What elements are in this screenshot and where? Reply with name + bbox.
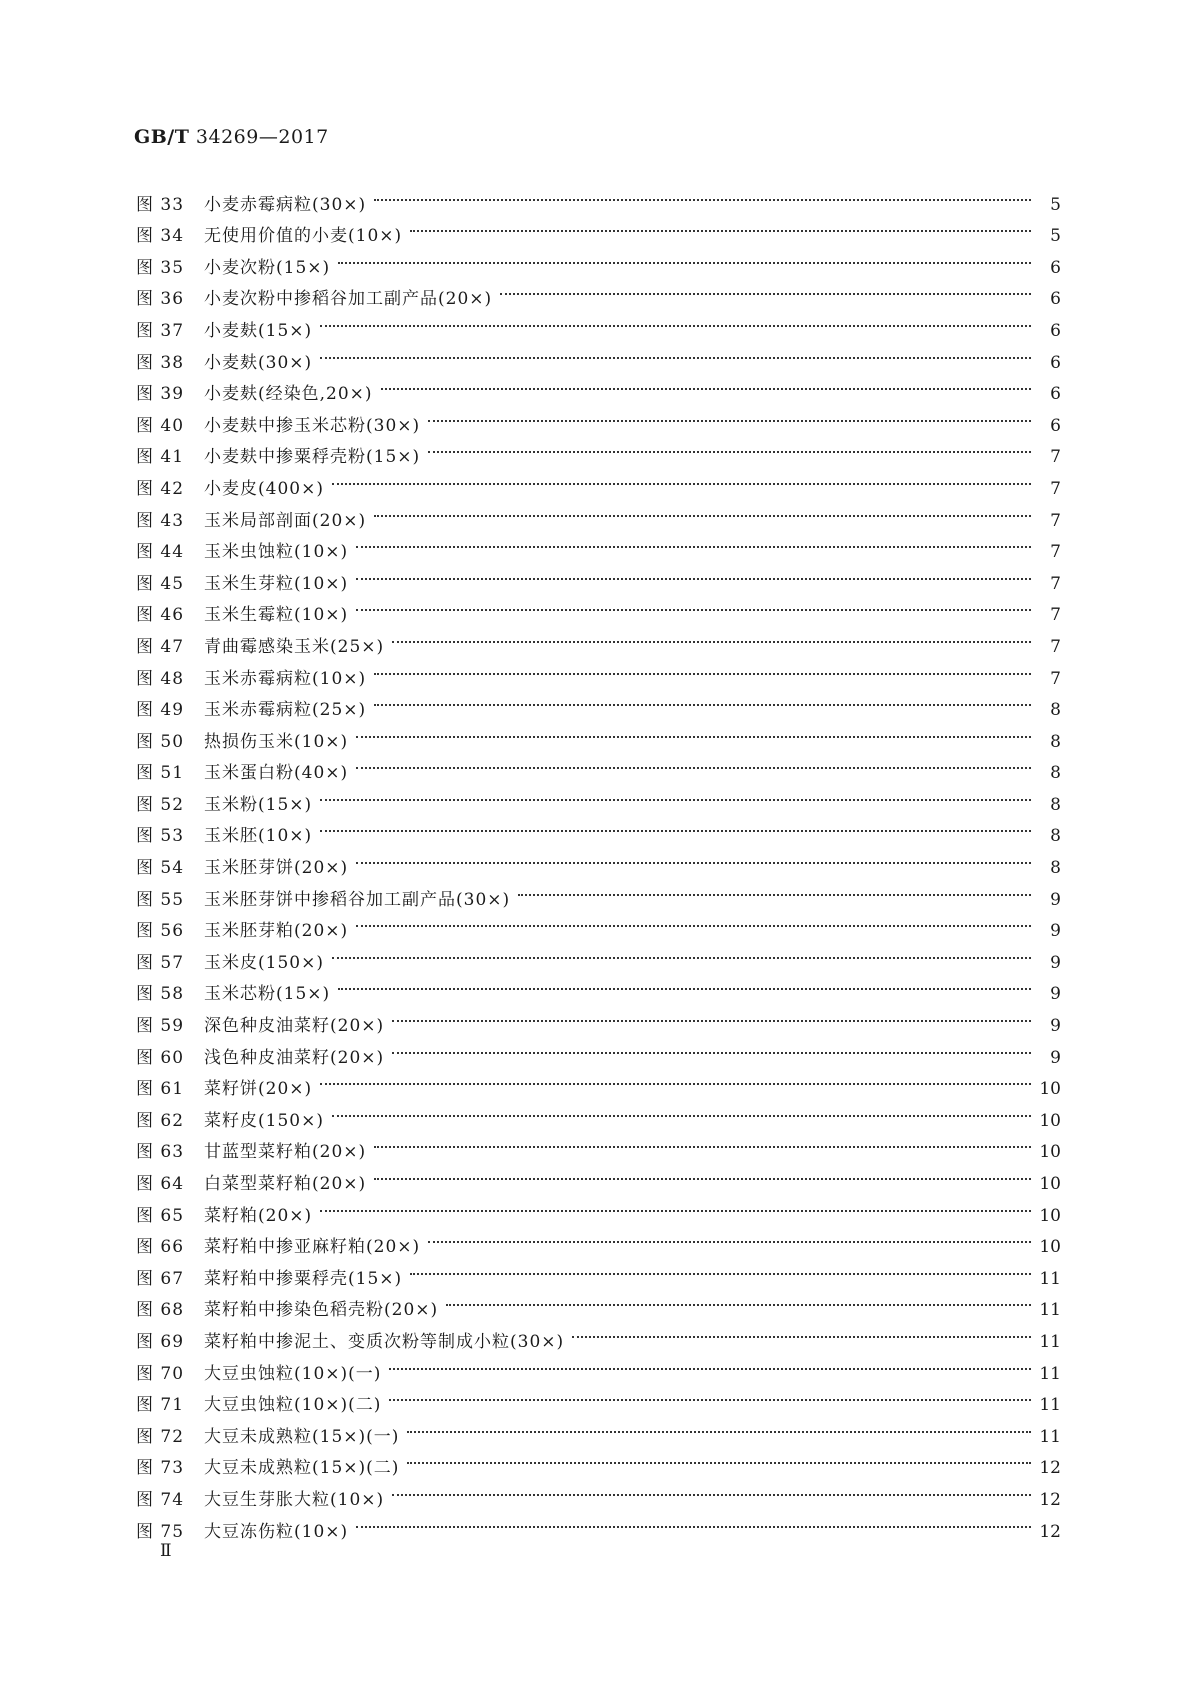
figure-number: 图 41 [136, 447, 185, 468]
figure-page-number: 7 [1050, 668, 1061, 689]
figure-page-number: 9 [1050, 921, 1061, 942]
figure-number: 图 57 [136, 952, 185, 973]
figure-title: 大豆未成熟粒(15×)(二) [204, 1458, 400, 1479]
figure-number: 图 53 [136, 826, 185, 847]
figure-number: 图 44 [136, 542, 185, 563]
figure-page-number: 10 [1039, 1079, 1061, 1100]
standard-code [134, 126, 329, 148]
figure-number: 图 72 [136, 1426, 185, 1447]
figure-title: 菜籽饼(20×) [204, 1079, 313, 1100]
figure-title: 无使用价值的小麦(10×) [204, 226, 403, 247]
figure-number: 图 51 [136, 763, 185, 784]
figure-page-number: 10 [1039, 1237, 1061, 1258]
figure-number: 图 67 [136, 1268, 185, 1289]
dot-leader [356, 715, 1031, 747]
figure-number: 图 35 [136, 257, 185, 278]
figure-title: 玉米粉(15×) [204, 794, 313, 815]
figure-number: 图 58 [136, 984, 185, 1005]
figure-page-number: 9 [1050, 984, 1061, 1005]
dot-leader [446, 1284, 1031, 1316]
figure-title: 玉米胚芽饼(20×) [204, 858, 349, 879]
figure-page-number: 6 [1050, 320, 1061, 341]
figure-number: 图 46 [136, 605, 185, 626]
dot-leader [389, 1379, 1031, 1411]
figure-page-number: 6 [1050, 289, 1061, 310]
figure-title: 玉米虫蚀粒(10×) [204, 542, 349, 563]
figure-title: 甘蓝型菜籽粕(20×) [204, 1142, 367, 1163]
figure-page-number: 5 [1050, 194, 1061, 215]
dot-leader [320, 810, 1031, 842]
figure-title: 菜籽粕中掺亚麻籽粕(20×) [204, 1237, 421, 1258]
figure-title: 菜籽粕中掺泥土、变质次粉等制成小粒(30×) [204, 1331, 565, 1352]
figure-number: 图 60 [136, 1047, 185, 1068]
figure-title: 小麦麸(30×) [204, 352, 313, 373]
figure-number: 图 45 [136, 573, 185, 594]
figure-title: 玉米赤霉病粒(10×) [204, 668, 367, 689]
dot-leader [320, 336, 1031, 368]
figure-title: 大豆虫蚀粒(10×)(一) [204, 1363, 382, 1384]
figure-page-number: 10 [1039, 1142, 1061, 1163]
figure-number: 图 52 [136, 794, 185, 815]
figure-number: 图 37 [136, 320, 185, 341]
figure-page-number: 5 [1050, 226, 1061, 247]
figure-page-number: 7 [1050, 573, 1061, 594]
figure-title: 玉米胚芽粕(20×) [204, 921, 349, 942]
figure-number: 图 73 [136, 1458, 185, 1479]
dot-leader [356, 557, 1031, 589]
figure-title: 浅色种皮油菜籽(20×) [204, 1047, 385, 1068]
figure-list-entry[interactable] [136, 178, 1061, 215]
dot-leader [392, 1473, 1031, 1505]
figure-number: 图 56 [136, 921, 185, 942]
figure-title: 深色种皮油菜籽(20×) [204, 1016, 385, 1037]
figure-title: 玉米生霉粒(10×) [204, 605, 349, 626]
figure-title: 玉米胚(10×) [204, 826, 313, 847]
dot-leader [500, 273, 1031, 305]
dot-leader [320, 1189, 1031, 1221]
dot-leader [374, 652, 1031, 684]
figure-number: 图 43 [136, 510, 185, 531]
dot-leader [320, 304, 1031, 336]
dot-leader [320, 1063, 1031, 1095]
dot-leader [389, 1347, 1031, 1379]
figure-page-number: 8 [1050, 858, 1061, 879]
figure-page-number: 11 [1039, 1426, 1061, 1447]
dot-leader [410, 210, 1031, 242]
figure-number: 图 61 [136, 1079, 185, 1100]
dot-leader [428, 399, 1031, 431]
figure-page-number: 11 [1039, 1331, 1061, 1352]
figure-title: 热损伤玉米(10×) [204, 731, 349, 752]
figure-number: 图 42 [136, 478, 185, 499]
figure-title: 白菜型菜籽粕(20×) [204, 1174, 367, 1194]
figure-page-number: 8 [1050, 700, 1061, 721]
figure-number: 图 65 [136, 1205, 185, 1226]
figure-page-number: 9 [1050, 889, 1061, 910]
figure-number: 图 54 [136, 858, 185, 879]
dot-leader [374, 684, 1031, 716]
figure-title: 菜籽皮(150×) [204, 1110, 324, 1131]
figure-number: 图 69 [136, 1331, 185, 1352]
dot-leader [332, 936, 1031, 968]
dot-leader [356, 589, 1031, 621]
standard-prefix: GB/T [134, 126, 190, 148]
figure-page-number: 9 [1050, 1016, 1061, 1037]
figure-number: 图 34 [136, 226, 185, 247]
figure-title: 玉米局部剖面(20×) [204, 510, 367, 531]
figure-page-number: 7 [1050, 605, 1061, 626]
figure-number: 图 71 [136, 1395, 185, 1416]
figure-page-number: 11 [1039, 1363, 1061, 1384]
figure-page-number: 11 [1039, 1268, 1061, 1289]
figure-title: 小麦麸中掺玉米芯粉(30×) [204, 415, 421, 436]
figure-number: 图 62 [136, 1110, 185, 1131]
figure-title: 大豆生芽胀大粒(10×) [204, 1489, 385, 1510]
dot-leader [374, 1157, 1031, 1189]
figure-page-number: 12 [1039, 1458, 1061, 1479]
figure-page-number: 7 [1050, 478, 1061, 499]
figure-title: 玉米芯粉(15×) [204, 984, 331, 1005]
standard-number: 34269—2017 [195, 126, 329, 148]
dot-leader [428, 431, 1031, 463]
figure-title: 大豆虫蚀粒(10×)(二) [204, 1395, 382, 1416]
figure-list [136, 178, 1061, 1542]
figure-page-number: 8 [1050, 794, 1061, 815]
figure-number: 图 66 [136, 1237, 185, 1258]
dot-leader [356, 1505, 1031, 1537]
figure-page-number: 8 [1050, 731, 1061, 752]
dot-leader [374, 1126, 1031, 1158]
figure-page-number: 8 [1050, 826, 1061, 847]
figure-page-number: 6 [1050, 352, 1061, 373]
figure-title: 小麦赤霉病粒(30×) [204, 194, 367, 215]
figure-page-number: 10 [1039, 1205, 1061, 1226]
figure-title: 菜籽粕中掺染色稻壳粉(20×) [204, 1300, 439, 1321]
figure-title: 小麦次粉(15×) [204, 257, 331, 278]
dot-leader [338, 968, 1031, 1000]
figure-number: 图 63 [136, 1142, 185, 1163]
figure-number: 图 55 [136, 889, 185, 910]
figure-title: 大豆未成熟粒(15×)(一) [204, 1426, 400, 1447]
figure-title: 大豆冻伤粒(10×) [204, 1521, 349, 1542]
figure-page-number: 6 [1050, 415, 1061, 436]
figure-page-number: 7 [1050, 636, 1061, 657]
dot-leader [374, 178, 1031, 210]
figure-page-number: 10 [1039, 1110, 1061, 1131]
figure-number: 图 38 [136, 352, 185, 373]
figure-number: 图 48 [136, 668, 185, 689]
dot-leader [332, 462, 1031, 494]
figure-page-number: 11 [1039, 1300, 1061, 1321]
figure-title: 青曲霉感染玉米(25×) [204, 636, 385, 657]
figure-title: 小麦麸中掺粟稃壳粉(15×) [204, 447, 421, 468]
dot-leader [320, 778, 1031, 810]
figure-page-number: 6 [1050, 384, 1061, 405]
dot-leader [428, 1221, 1031, 1253]
page-number: Ⅱ [160, 1541, 172, 1561]
dot-leader [356, 905, 1031, 937]
figure-title: 小麦麸(15×) [204, 320, 313, 341]
figure-page-number: 11 [1039, 1395, 1061, 1416]
figure-number: 图 49 [136, 700, 185, 721]
dot-leader [518, 873, 1031, 905]
figure-title: 小麦皮(400×) [204, 478, 324, 499]
figure-number: 图 36 [136, 289, 185, 310]
figure-number: 图 70 [136, 1363, 185, 1384]
dot-leader [356, 841, 1031, 873]
dot-leader [410, 1252, 1031, 1284]
figure-page-number: 8 [1050, 763, 1061, 784]
figure-title: 玉米蛋白粉(40×) [204, 763, 349, 784]
figure-number: 图 50 [136, 731, 185, 752]
figure-page-number: 6 [1050, 257, 1061, 278]
figure-page-number: 12 [1039, 1521, 1061, 1542]
figure-page-number: 9 [1050, 952, 1061, 973]
dot-leader [392, 1031, 1031, 1063]
dot-leader [356, 526, 1031, 558]
figure-page-number: 12 [1039, 1489, 1061, 1510]
dot-leader [374, 494, 1031, 526]
figure-title: 菜籽粕(20×) [204, 1205, 313, 1226]
figure-number: 图 74 [136, 1489, 185, 1510]
figure-number: 图 47 [136, 636, 185, 657]
dot-leader [332, 1094, 1031, 1126]
figure-title: 菜籽粕中掺粟稃壳(15×) [204, 1268, 403, 1289]
figure-page-number: 7 [1050, 510, 1061, 531]
dot-leader [338, 241, 1031, 273]
figure-title: 小麦次粉中掺稻谷加工副产品(20×) [204, 289, 493, 310]
figure-page-number: 9 [1050, 1047, 1061, 1068]
dot-leader [572, 1315, 1031, 1347]
figure-number: 图 40 [136, 415, 185, 436]
figure-number: 图 75 [136, 1521, 185, 1542]
figure-page-number: 7 [1050, 447, 1061, 468]
figure-number: 图 68 [136, 1300, 185, 1321]
figure-page-number: 10 [1039, 1174, 1061, 1194]
figure-number: 图 39 [136, 384, 185, 405]
figure-title: 玉米胚芽饼中掺稻谷加工副产品(30×) [204, 889, 511, 910]
dot-leader [381, 368, 1031, 400]
figure-number: 图 64 [136, 1174, 185, 1194]
dot-leader [356, 747, 1031, 779]
figure-title: 玉米赤霉病粒(25×) [204, 700, 367, 721]
figure-title: 玉米皮(150×) [204, 952, 324, 973]
figure-number: 图 59 [136, 1016, 185, 1037]
dot-leader [392, 999, 1031, 1031]
figure-title: 玉米生芽粒(10×) [204, 573, 349, 594]
dot-leader [407, 1442, 1031, 1474]
dot-leader [407, 1410, 1031, 1442]
figure-number: 图 33 [136, 194, 185, 215]
figure-title: 小麦麸(经染色,20×) [204, 384, 373, 405]
figure-page-number: 7 [1050, 542, 1061, 563]
dot-leader [392, 620, 1031, 652]
